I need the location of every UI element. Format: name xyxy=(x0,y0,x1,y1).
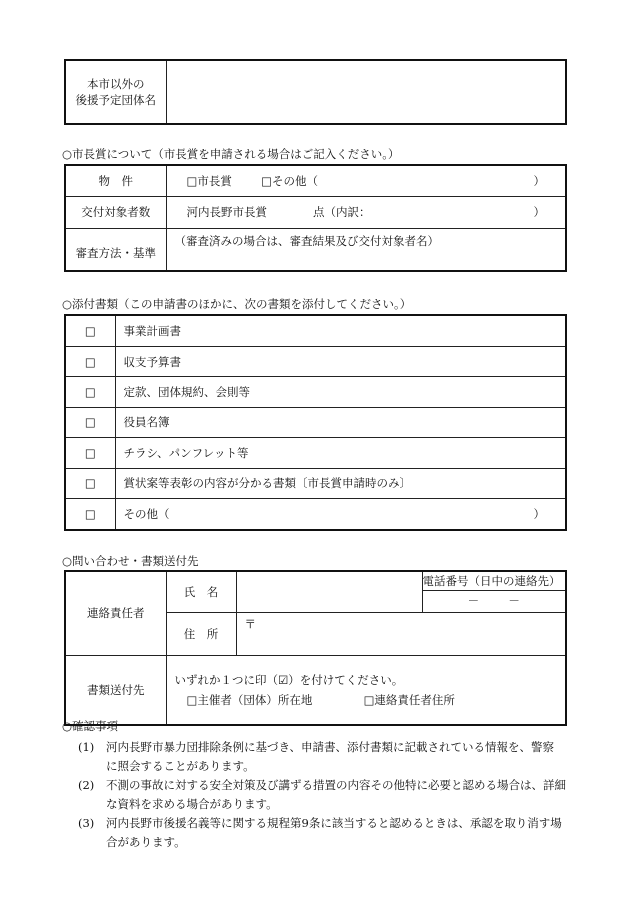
review-cell[interactable] xyxy=(166,228,566,271)
support-org-label xyxy=(65,60,166,124)
confirmation-heading: ○確認事項 xyxy=(62,719,119,733)
review-note: （審査済みの場合は、審査結果及び交付対象者名） xyxy=(174,233,439,248)
address-label: 住 所 xyxy=(166,613,236,656)
phone-label: 電話番号（日中の連絡先） xyxy=(423,572,566,591)
confirmation-list xyxy=(78,738,578,852)
attachment-checkbox[interactable]: □ xyxy=(65,377,115,407)
confirmation-num: (1) xyxy=(78,740,95,754)
responsible-label: 連絡責任者 xyxy=(65,571,166,656)
phone-sep2: － xyxy=(508,594,520,608)
other-award-checkbox[interactable]: □その他（ xyxy=(261,173,318,188)
name-field[interactable] xyxy=(236,571,422,613)
attachment-checkbox[interactable]: □ xyxy=(65,438,115,468)
attachment-item: 賞状案等表彰の内容が分かる書類〔市長賞申請時のみ〕 xyxy=(115,468,566,498)
support-org-label-line1: 本市以外の xyxy=(87,76,145,91)
attachment-item: 定款、団体規約、会則等 xyxy=(115,377,566,407)
phone-sep1: － xyxy=(467,594,480,608)
count-text[interactable]: 河内長野市長賞 点（内訳： xyxy=(186,204,371,219)
confirmation-line: 河内長野市暴力団排除条例に基づき、申請書、添付書類に記載されている情報を、警察 xyxy=(106,740,555,754)
attachment-checkbox[interactable]: □ xyxy=(65,407,115,437)
send-instruction: いずれか１つに印（☑）を付けてください。 xyxy=(174,672,404,687)
postal-mark: 〒 xyxy=(244,617,256,631)
mayor-award-checkbox[interactable]: □市長賞 xyxy=(186,173,232,188)
review-label: 審査方法・基準 xyxy=(65,228,166,271)
item-close-paren: ） xyxy=(533,173,545,188)
attachment-other-close: ） xyxy=(533,507,545,521)
attachment-item: チラシ、パンフレット等 xyxy=(115,438,566,468)
count-close-paren: ） xyxy=(533,204,545,219)
confirmation-num: (2) xyxy=(78,778,95,792)
confirmation-item xyxy=(78,814,578,852)
attachment-item: 事業計画書 xyxy=(115,315,566,346)
attachment-checkbox[interactable]: □ xyxy=(65,315,115,346)
contact-table xyxy=(64,570,567,726)
confirmation-num: (3) xyxy=(78,816,95,830)
attachment-checkbox[interactable]: □ xyxy=(65,468,115,498)
confirmation-line: に照会することがあります。 xyxy=(106,759,255,773)
confirmation-item xyxy=(78,776,578,814)
attachments-table xyxy=(64,314,567,531)
support-org-value[interactable] xyxy=(166,60,566,124)
confirmation-item xyxy=(78,738,578,776)
attachment-checkbox[interactable]: □ xyxy=(65,499,115,530)
confirmation-line: な資料を求める場合があります。 xyxy=(106,797,278,811)
phone-cell[interactable] xyxy=(422,571,566,613)
count-label: 交付対象者数 xyxy=(65,196,166,228)
send-option-responsible[interactable]: □連絡責任者住所 xyxy=(363,693,455,707)
attachment-item: 役員名簿 xyxy=(115,407,566,437)
send-option-organizer[interactable]: □主催者（団体）所在地 xyxy=(186,693,313,707)
contact-heading: ○問い合わせ・書類送付先 xyxy=(62,554,199,568)
mayor-award-table xyxy=(64,164,567,272)
item-label: 物 件 xyxy=(65,165,166,196)
confirmation-line: 河内長野市後援名義等に関する規程第9条に該当すると認めるときは、承認を取り消す場 xyxy=(106,816,562,830)
attachment-checkbox[interactable]: □ xyxy=(65,346,115,376)
attachment-item: 収支予算書 xyxy=(115,346,566,376)
name-label: 氏 名 xyxy=(166,571,236,613)
attachments-heading: ○添付書類（この申請書のほかに、次の書類を添付してください。） xyxy=(62,297,412,311)
confirmation-line: 不測の事故に対する安全対策及び講ずる措置の内容その他特に必要と認める場合は、詳細 xyxy=(106,778,566,792)
mayor-award-heading: ○市長賞について（市長賞を申請される場合はご記入ください。） xyxy=(62,147,400,161)
send-label: 書類送付先 xyxy=(65,656,166,726)
support-org-label-line2: 後援予定団体名 xyxy=(75,93,156,107)
support-org-table xyxy=(64,59,567,125)
attachment-item-other[interactable]: その他（ xyxy=(123,507,170,521)
confirmation-line: 合があります。 xyxy=(106,835,186,849)
address-field[interactable] xyxy=(236,613,566,656)
